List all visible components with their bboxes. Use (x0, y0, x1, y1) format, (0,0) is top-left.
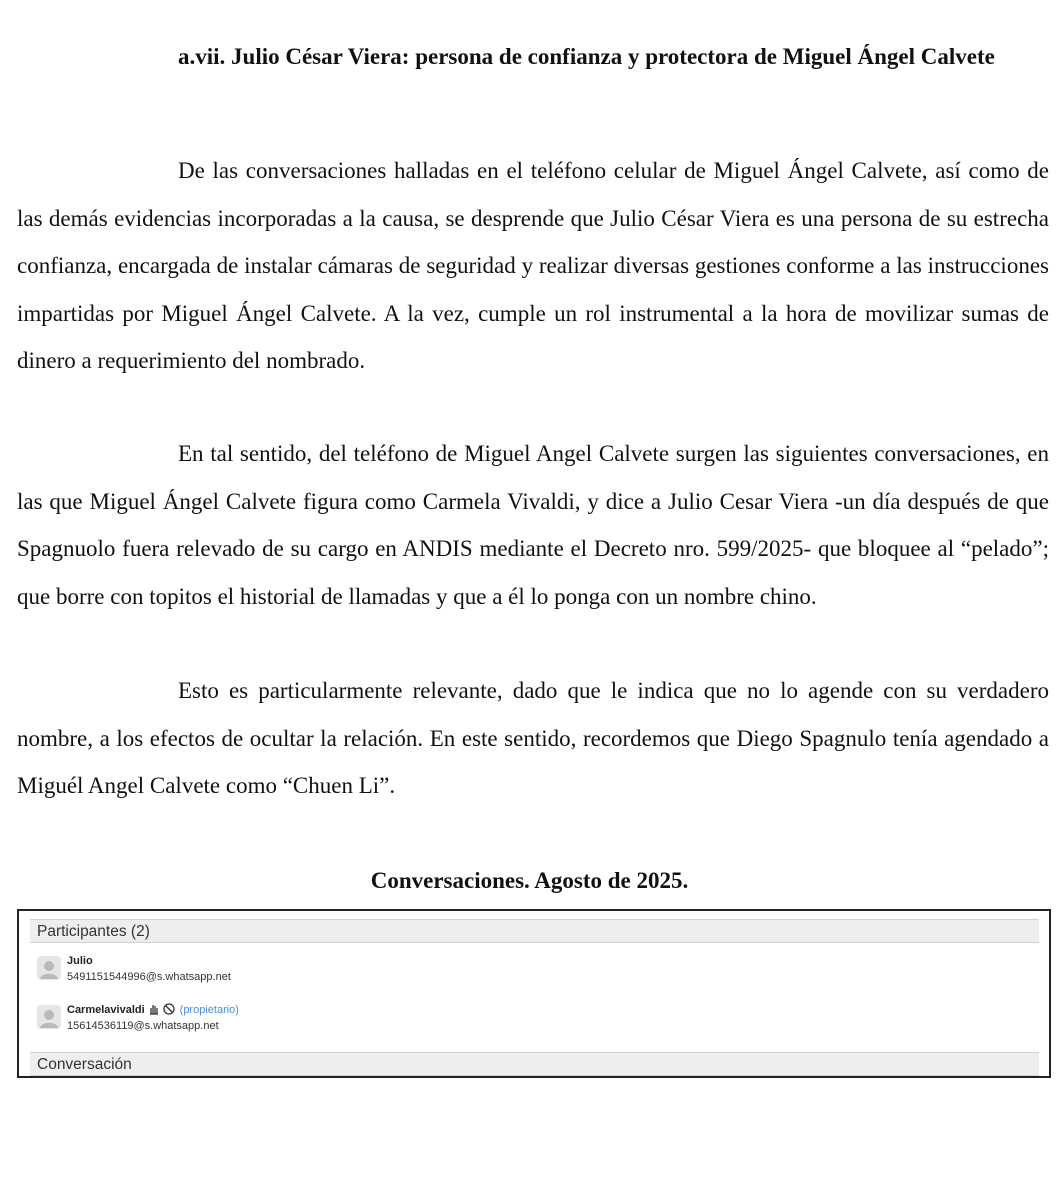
participant-id: 5491151544996@s.whatsapp.net (67, 971, 231, 983)
whatsapp-participants-screenshot (17, 909, 1051, 1078)
figure-caption: Conversaciones. Agosto de 2025. (370, 868, 689, 893)
conversation-header: Conversación (30, 1052, 1039, 1076)
avatar-icon (37, 1005, 61, 1029)
participants-header: Participantes (2) (30, 919, 1039, 943)
hand-icon (148, 1003, 160, 1015)
participant-id: 15614536119@s.whatsapp.net (67, 1020, 219, 1032)
owner-label: (propietario) (179, 1004, 239, 1016)
paragraph-3: Esto es particularmente relevante, dado que le indica que no lo agende con su verdadero nombre, a los efectos de ocultar la relación. En este sentido, recordemos que Diego Spagnulo tenía agendado a Miguél Angel Calvete como “Chuen Li”. (17, 678, 1049, 798)
participant-name: Julio (67, 955, 93, 967)
paragraph-2: En tal sentido, del teléfono de Miguel Angel Calvete surgen las siguientes conversaciones, en las que Miguel Ángel Calvete figura como Carmela Vivaldi, y dice a Julio Cesar Viera -un día después de que Spagnuolo fuera relevado de su cargo en ANDIS mediante el Decreto nro. 599/2025- que bloquee al “pelado”; que borre con topitos el historial de llamadas y que a él lo ponga con un nombre chino. (17, 441, 1049, 609)
blocked-icon (163, 1003, 175, 1015)
section-heading: a.vii. Julio César Viera: persona de confianza y protectora de Miguel Ángel Calvete (178, 44, 995, 69)
participant-name: Carmelavivaldi (67, 1004, 145, 1016)
paragraph-1: De las conversaciones halladas en el teléfono celular de Miguel Ángel Calvete, así como de las demás evidencias incorporadas a la causa, se desprende que Julio César Viera es una persona de su estrecha confianza, encargada de instalar cámaras de seguridad y realizar diversas gestiones conforme a las instrucciones impartidas por Miguel Ángel Calvete. A la vez, cumple un rol instrumental a la hora de movilizar sumas de dinero a requerimiento del nombrado. (17, 158, 1049, 373)
avatar-icon (37, 956, 61, 980)
participant-name-row (67, 1003, 239, 1017)
